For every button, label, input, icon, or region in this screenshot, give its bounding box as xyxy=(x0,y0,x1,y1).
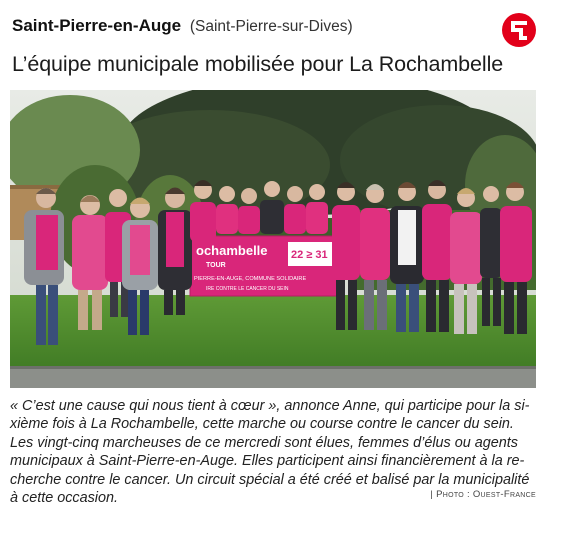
location-kicker xyxy=(12,15,353,38)
banner-brand-sub: TOUR xyxy=(206,262,226,269)
banner-line-1: PIERRE-EN-AUGE, COMMUNE SOLIDAIRE xyxy=(194,276,307,282)
town-name: Saint-Pierre-en-Auge xyxy=(12,16,182,35)
banner-dates: 22 ≥ 31 xyxy=(291,249,328,261)
photo-illustration xyxy=(10,90,536,388)
photo-credit: | Photo : Ouest-France xyxy=(430,489,536,500)
rochambelle-banner xyxy=(190,236,340,296)
article-line-2: xième fois à La Rochambelle, cette marche ou course contre le cancer du sein. xyxy=(10,416,514,433)
article-line-6: à cette occasion. xyxy=(10,490,118,507)
article-line-3: Les vingt-cinq marcheuses de ce mercredi sont élues, femmes d’élus ou agents xyxy=(10,434,518,451)
ouest-france-logo-icon xyxy=(502,13,536,47)
banner-line-2: IRE CONTRE LE CANCER DU SEIN xyxy=(206,286,289,292)
article-line-5: cherche contre le cancer. Un circuit spécial a été créé et balisé par la municipalité xyxy=(10,471,530,488)
article-line-4: municipaux à Saint-Pierre-en-Auge. Elles participent ainsi financièrement à la re- xyxy=(10,453,525,470)
group-photo xyxy=(10,90,536,388)
article-headline: L’équipe municipale mobilisée pour La Rochambelle xyxy=(12,52,504,76)
article-line-1: « C’est une cause qui nous tient à cœur », annonce Anne, qui participe pour la si- xyxy=(10,398,530,414)
banner-brand: ochambelle xyxy=(196,243,268,258)
former-town-name: (Saint-Pierre-sur-Dives) xyxy=(189,18,353,35)
